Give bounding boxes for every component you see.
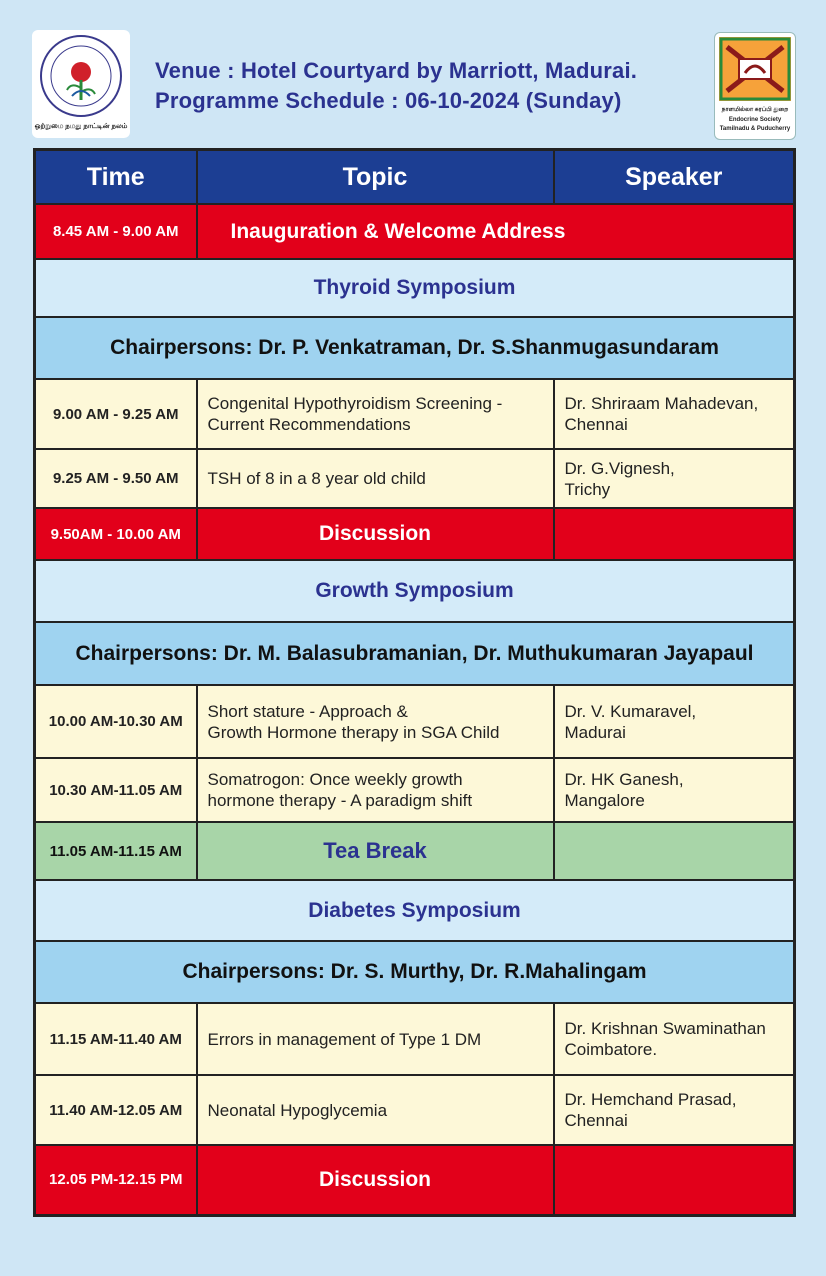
talk-row [35,1003,795,1075]
discussion-label: Discussion [197,1145,554,1215]
empty-cell [554,1145,795,1215]
chairpersons-row [35,317,795,379]
venue-line: Venue : Hotel Courtyard by Marriott, Madurai. [155,58,638,83]
col-time: Time [35,150,197,205]
chairpersons-row [35,941,795,1003]
speaker-cell: Dr. G.Vignesh, Trichy [554,449,795,508]
talk-row [35,379,795,449]
time-cell: 12.05 PM-12.15 PM [35,1145,197,1215]
topic-cell: Neonatal Hypoglycemia [197,1075,554,1145]
topic-cell: Errors in management of Type 1 DM [197,1003,554,1075]
talk-row [35,449,795,508]
symposium-row [35,560,795,622]
symposium-title: Growth Symposium [35,560,795,622]
speaker-cell: Dr. Hemchand Prasad, Chennai [554,1075,795,1145]
talk-row [35,1075,795,1145]
col-topic: Topic [197,150,554,205]
inauguration-label: Inauguration & Welcome Address [197,204,795,259]
empty-cell [554,508,795,560]
col-speaker: Speaker [554,150,795,205]
header [155,56,715,116]
tea-break-row [35,822,795,880]
time-cell: 11.15 AM-11.40 AM [35,1003,197,1075]
time-cell: 10.30 AM-11.05 AM [35,758,197,822]
endocrine-logo-tamil: நாளமில்லா சுரப்பி துறை [721,107,789,113]
topic-cell: TSH of 8 in a 8 year old child [197,449,554,508]
schedule-line: Programme Schedule : 06-10-2024 (Sunday) [155,88,622,113]
symposium-title: Diabetes Symposium [35,880,795,941]
chairpersons-text: Chairpersons: Dr. S. Murthy, Dr. R.Mahalingam [35,941,795,1003]
column-headers [35,150,795,205]
topic-cell: Congenital Hypothyroidism Screening - Current Recommendations [197,379,554,449]
topic-cell: Short stature - Approach & Growth Hormone therapy in SGA Child [197,685,554,758]
talk-row [35,758,795,822]
iap-logo-caption: ஒற்றுமை நமது நாட்டின் நலம் [34,123,128,130]
time-cell: 9.25 AM - 9.50 AM [35,449,197,508]
tea-break-label: Tea Break [197,822,554,880]
symposium-row [35,259,795,317]
chairpersons-row [35,622,795,685]
endocrine-logo-caption-2: Tamilnadu & Puducherry [719,126,791,132]
iap-logo [32,30,130,138]
time-cell: 10.00 AM-10.30 AM [35,685,197,758]
chairpersons-text: Chairpersons: Dr. P. Venkatraman, Dr. S.Shanmugasundaram [35,317,795,379]
discussion-row [35,1145,795,1215]
topic-cell: Somatrogon: Once weekly growth hormone therapy - A paradigm shift [197,758,554,822]
speaker-cell: Dr. HK Ganesh, Mangalore [554,758,795,822]
symposium-row [35,880,795,941]
time-cell: 8.45 AM - 9.00 AM [35,204,197,259]
inauguration-row [35,204,795,259]
symposium-title: Thyroid Symposium [35,259,795,317]
empty-cell [554,822,795,880]
speaker-cell: Dr. Krishnan Swaminathan Coimbatore. [554,1003,795,1075]
talk-row [35,685,795,758]
endocrine-society-logo [714,32,796,140]
endocrine-logo-caption-1: Endocrine Society [728,117,782,123]
schedule-table [33,148,796,1217]
time-cell: 11.40 AM-12.05 AM [35,1075,197,1145]
time-cell: 9.00 AM - 9.25 AM [35,379,197,449]
discussion-label: Discussion [197,508,554,560]
time-cell: 11.05 AM-11.15 AM [35,822,197,880]
speaker-cell: Dr. V. Kumaravel, Madurai [554,685,795,758]
discussion-row [35,508,795,560]
chairpersons-text: Chairpersons: Dr. M. Balasubramanian, Dr. Muthukumaran Jayapaul [35,622,795,685]
speaker-cell: Dr. Shriraam Mahadevan, Chennai [554,379,795,449]
time-cell: 9.50AM - 10.00 AM [35,508,197,560]
